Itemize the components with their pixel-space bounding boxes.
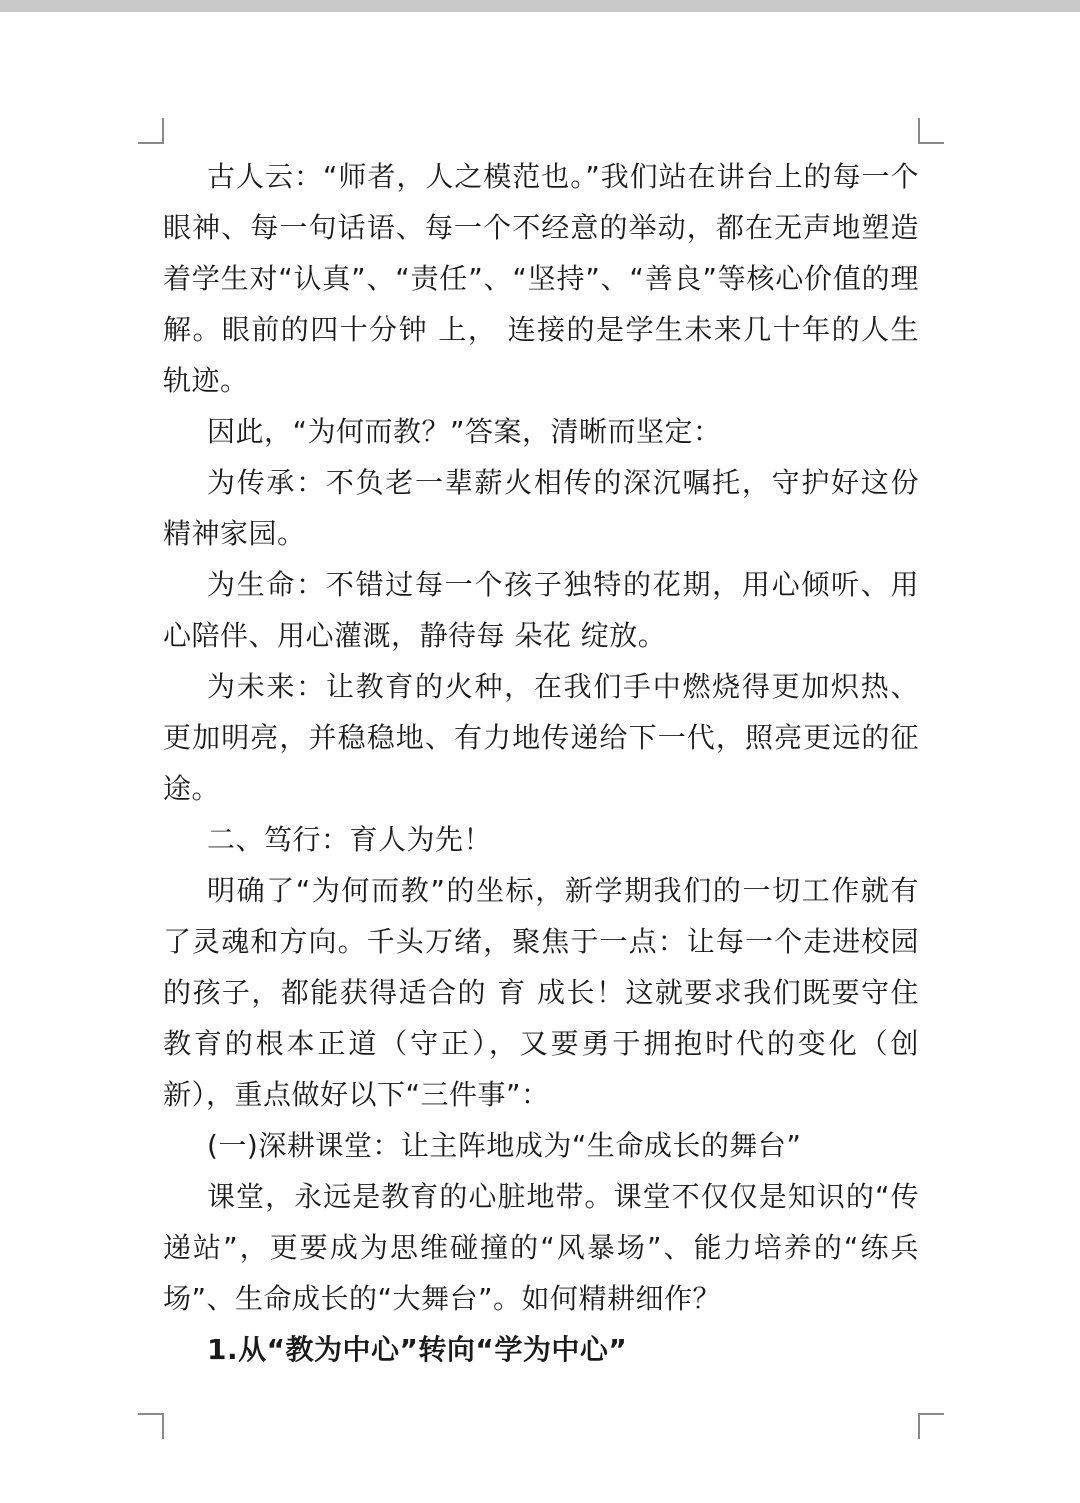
viewer-top-bar bbox=[0, 0, 1080, 12]
paragraph: 为生命：不错过每一个孩子独特的花期，用心倾听、用心陪伴、用心灌溉，静待每 朵花 绽放。 bbox=[163, 568, 919, 652]
subsection-heading: (一)深耕课堂：让主阵地成为“生命成长的舞台” bbox=[207, 1129, 802, 1162]
paragraph: 古人云：“师者，人之模范也。”我们站在讲台上的每一个眼神、每一句话语、每一个不经意的举动，都在无声地塑造着学生对“认真”、“责任”、“坚持”、“善良”等核心价值的理解。眼前的四十分钟 上， 连接的是学生未来几十年的人生轨迹。 bbox=[163, 160, 919, 397]
paragraph: 课堂，永远是教育的心脏地带。课堂不仅仅是知识的“传递站”，更要成为思维碰撞的“风暴场”、能力培养的“练兵场”、生命成长的“大舞台”。如何精耕细作？ bbox=[163, 1180, 919, 1315]
document-body bbox=[163, 151, 919, 1375]
paragraph: 为传承：不负老一辈薪火相传的深沉嘱托，守护好这份精神家园。 bbox=[163, 466, 919, 550]
page-corner-mark-top-left bbox=[138, 118, 164, 144]
section-heading: 二、笃行：育人为先！ bbox=[207, 823, 493, 856]
page-corner-mark-top-right bbox=[918, 118, 944, 144]
paragraph: 明确了“为何而教”的坐标，新学期我们的一切工作就有了灵魂和方向。千头万绪，聚焦于一点：让每一个走进校园的孩子，都能获得适合的 育 成长！这就要求我们既要守住教育的根本正道（守正），又要勇于拥抱时代的变化（创新），重点做好以下“三件事”： bbox=[163, 874, 919, 1111]
paragraph: 为未来：让教育的火种，在我们手中燃烧得更加炽热、更加明亮，并稳稳地、有力地传递给下一代，照亮更远的征途。 bbox=[163, 670, 919, 805]
numbered-heading: 1.从“教为中心”转向“学为中心” bbox=[207, 1333, 628, 1366]
page-corner-mark-bottom-right bbox=[918, 1413, 944, 1439]
page-corner-mark-bottom-left bbox=[138, 1413, 164, 1439]
paragraph: 因此，“为何而教？”答案，清晰而坚定： bbox=[207, 415, 722, 448]
